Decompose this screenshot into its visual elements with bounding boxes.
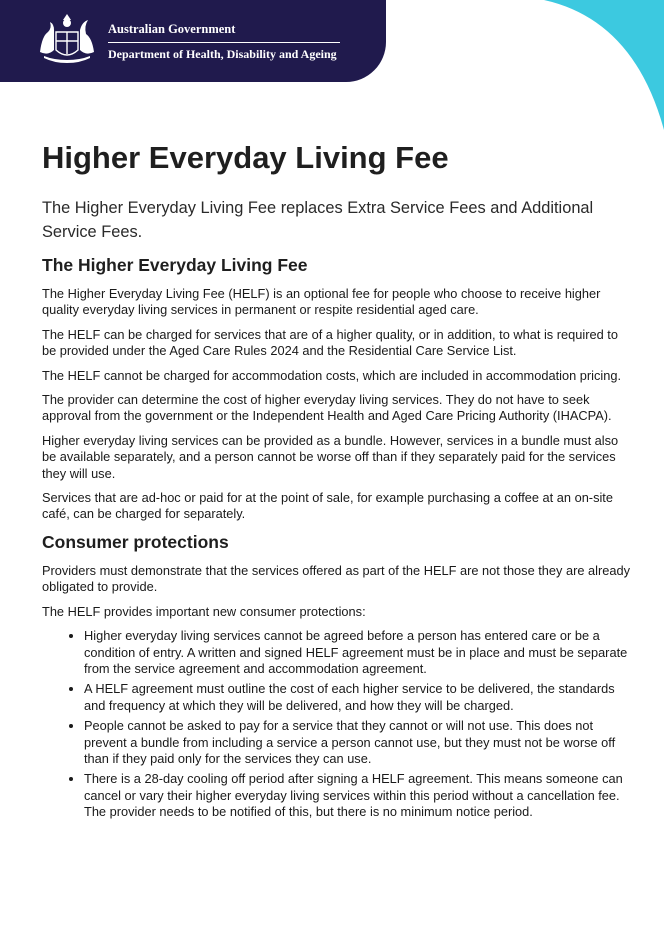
- list-item: • People cannot be asked to pay for a service that they cannot or will not use. This does not prevent a bundle from including a service a person cannot use, but they must not be worse off than if they paid only for the services they can use.: [84, 718, 632, 767]
- paragraph: The provider can determine the cost of higher everyday living services. They do not have to seek approval from the government or the Independent Health and Aged Care Pricing Authority (IHACPA).: [42, 392, 612, 424]
- paragraph: Services that are ad-hoc or paid for at the point of sale, for example purchasing a coffee at an on-site café, can be charged for separately.: [42, 490, 613, 522]
- section-heading-consumer-protections: Consumer protections: [42, 531, 229, 552]
- paragraph: The Higher Everyday Living Fee (HELF) is an optional fee for people who choose to receive higher quality everyday living services in permanent or respite residential aged care.: [42, 286, 601, 318]
- header-banner: [0, 0, 386, 82]
- paragraph: Higher everyday living services can be provided as a bundle. However, services in a bundle must also be available separately, and a person cannot be worse off than if they separately paid for the services they will use.: [42, 432, 619, 481]
- list-item: • There is a 28-day cooling off period after signing a HELF agreement. This means someone can cancel or vary their higher everyday living services within this period without a cancellation fee. The provider needs to be notified of this, but there is no minimum notice period.: [84, 771, 632, 820]
- paragraph: The HELF cannot be charged for accommodation costs, which are included in accommodation pricing.: [42, 367, 622, 383]
- paragraph: The HELF can be charged for services that are of a higher quality, or in addition, to what is required to be provided under the Aged Care Rules 2024 and the Residential Care Service List.: [42, 326, 618, 359]
- paragraph: Providers must demonstrate that the services offered as part of the HELF are not those they are already obligated to provide.: [42, 562, 631, 595]
- department-name: Department of Health, Disability and Ageing: [108, 47, 337, 61]
- coat-of-arms-icon: [34, 10, 100, 66]
- document-body: [42, 140, 632, 825]
- page-title: Higher Everyday Living Fee: [42, 140, 449, 175]
- section-heading-helf: The Higher Everyday Living Fee: [42, 255, 308, 275]
- protections-list: [42, 628, 632, 820]
- list-item: • Higher everyday living services cannot be agreed before a person has entered care or be a condition of entry. A written and signed HELF agreement must be in place and must be separate from the service agreement and accommodation agreement.: [84, 628, 632, 677]
- decorative-swoosh: [484, 0, 664, 140]
- org-name: Australian Government: [108, 22, 340, 43]
- paragraph: The HELF provides important new consumer protections:: [42, 603, 366, 619]
- government-branding: [108, 22, 340, 62]
- list-item: • A HELF agreement must outline the cost of each higher service to be delivered, the standards and frequency at which they will be delivered, and how they will be charged.: [84, 681, 632, 714]
- lead-paragraph: The Higher Everyday Living Fee replaces Extra Service Fees and Additional Service Fees.: [42, 199, 594, 241]
